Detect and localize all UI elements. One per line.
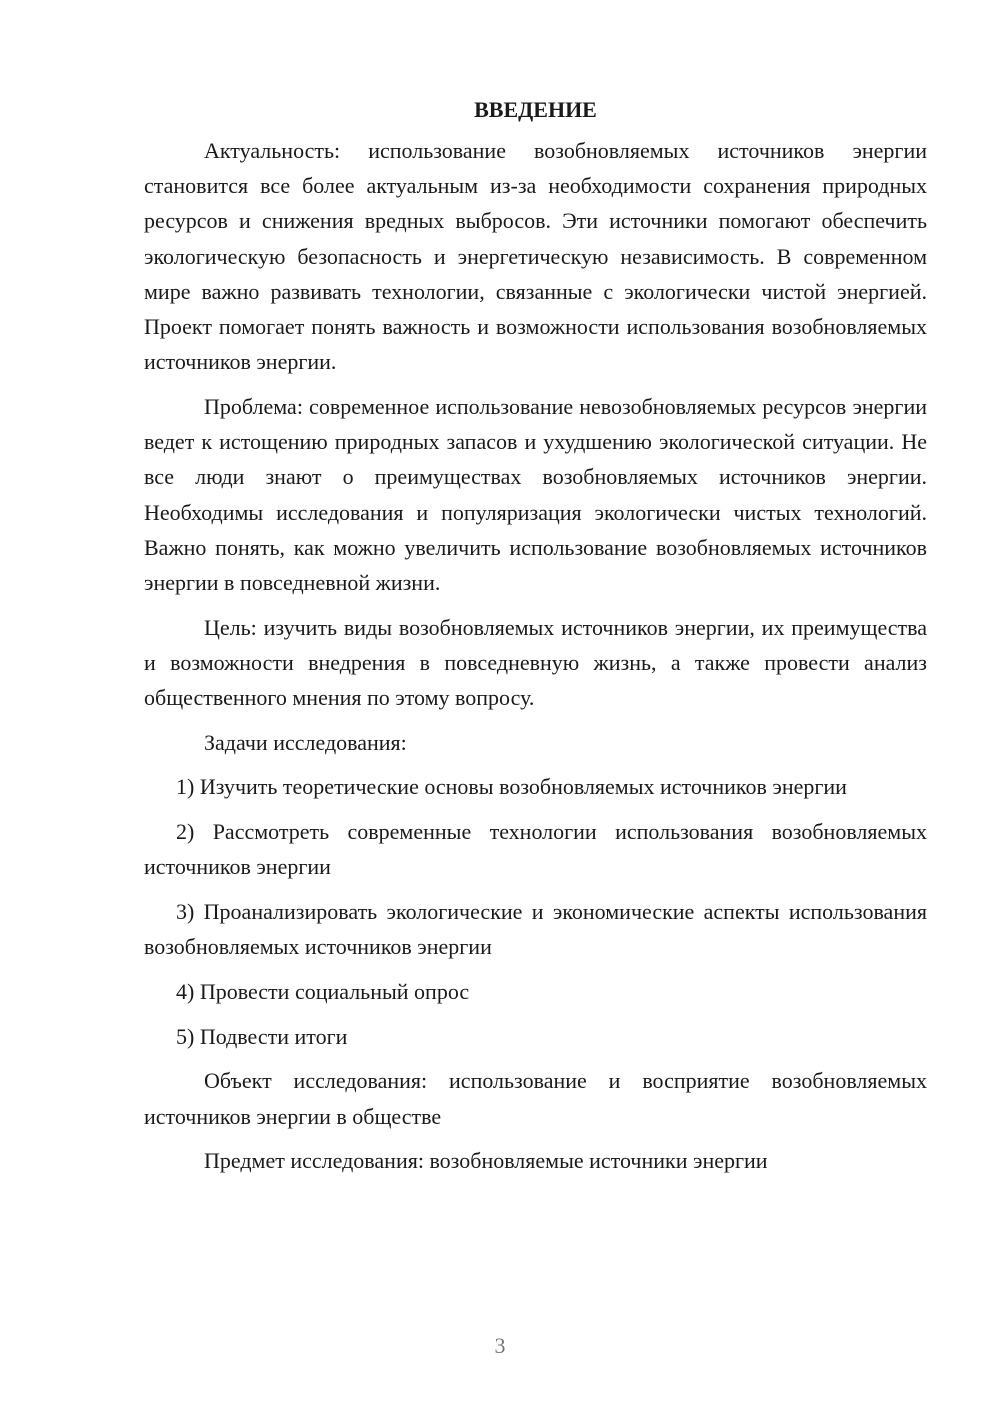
paragraph-problem: Проблема: современное использование невозобновляемых ресурсов энергии ведет к истощению природных запасов и ухудшению экологической ситуации. Не все люди знают о преимуществах возобновляемых источников энергии. Необходимы исследования и популяризация экологически чистых технологий. Важно понять, как можно увеличить использование возобновляемых источников энергии в повседневной жизни.	[144, 393, 927, 595]
paragraph-goal: Цель: изучить виды возобновляемых источников энергии, их преимущества и возможности внедрения в повседневную жизнь, а также провести анализ общественного мнения по этому вопросу.	[144, 614, 927, 711]
task-item-4: 4) Провести социальный опрос	[176, 978, 470, 1004]
paragraph-tasks-heading: Задачи исследования:	[204, 729, 407, 755]
task-item-5: 5) Подвести итоги	[176, 1023, 348, 1049]
page-number: 3	[494, 1333, 506, 1358]
task-item-3: 3) Проанализировать экологические и экономические аспекты использования возобновляемых источников энергии	[144, 899, 927, 960]
paragraph-object: Объект исследования: использование и восприятие возобновляемых источников энергии в обществе	[144, 1068, 927, 1129]
task-item-1: 1) Изучить теоретические основы возобновляемых источников энергии	[176, 774, 847, 800]
task-item-2: 2) Рассмотреть современные технологии использования возобновляемых источников энергии	[144, 819, 927, 880]
paragraph-relevance: Актуальность: использование возобновляемых источников энергии становится все более актуальным из-за необходимости сохранения природных ресурсов и снижения вредных выбросов. Эти источники помогают обеспечить экологическую безопасность и энергетическую независимость. В современном мире важно развивать технологии, связанные с экологически чистой энергией. Проект помогает понять важность и возможности использования возобновляемых источников энергии.	[144, 138, 927, 375]
page-content	[144, 92, 927, 1188]
section-title: ВВЕДЕНИЕ	[474, 97, 597, 122]
paragraph-subject: Предмет исследования: возобновляемые источники энергии	[204, 1148, 768, 1174]
